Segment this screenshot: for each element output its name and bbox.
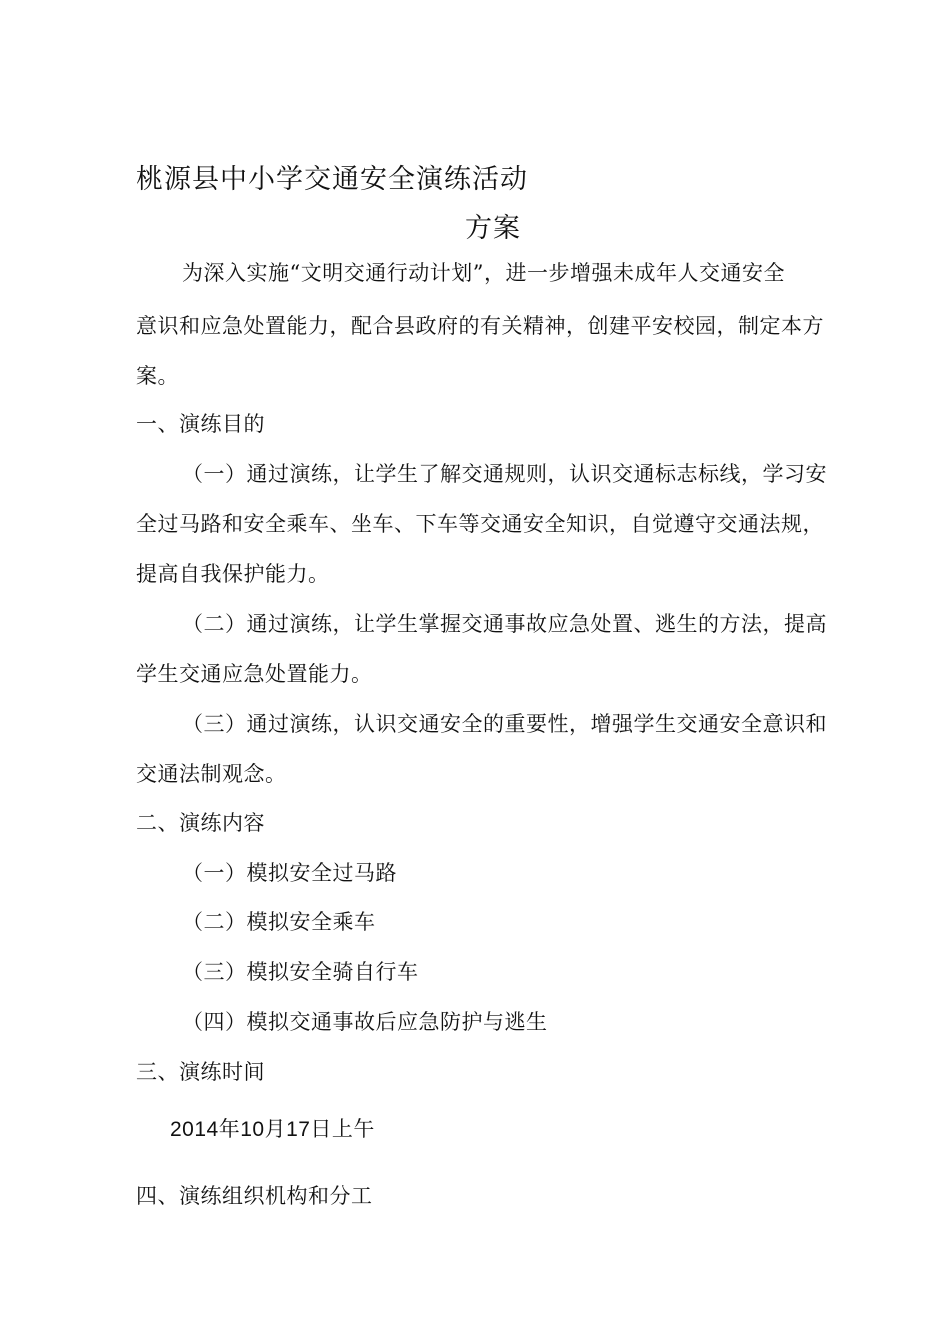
intro-paragraph-line-3: 案。 xyxy=(136,364,179,388)
intro-paragraph-line-1: 为深入实施“文明交通行动计划”，进一步增强未成年人交通安全 xyxy=(182,261,785,285)
section-1-item-3-line-2: 交通法制观念。 xyxy=(136,762,287,786)
drill-date: 2014年10月17日上午 xyxy=(170,1118,375,1141)
section-1-item-3-line-1: （三）通过演练，认识交通安全的重要性，增强学生交通安全意识和 xyxy=(182,712,827,736)
section-1-item-1-line-3: 提高自我保护能力。 xyxy=(136,562,330,586)
section-2-item-4: （四）模拟交通事故后应急防护与逃生 xyxy=(182,1010,548,1034)
section-1-item-1-line-2: 全过马路和安全乘车、坐车、下车等交通安全知识，自觉遵守交通法规， xyxy=(136,512,824,536)
section-2-heading: 二、演练内容 xyxy=(136,811,265,835)
section-1-heading: 一、演练目的 xyxy=(136,412,265,436)
section-2-item-3: （三）模拟安全骑自行车 xyxy=(182,960,419,984)
intro-paragraph-line-2: 意识和应急处置能力，配合县政府的有关精神，创建平安校园，制定本方 xyxy=(136,314,824,338)
section-3-heading: 三、演练时间 xyxy=(136,1060,265,1084)
document-title-line-2: 方案 xyxy=(465,213,521,244)
section-1-item-1-line-1: （一）通过演练，让学生了解交通规则，认识交通标志标线，学习安 xyxy=(182,462,827,486)
document-title-line-1: 桃源县中小学交通安全演练活动 xyxy=(136,164,528,195)
section-2-item-2: （二）模拟安全乘车 xyxy=(182,910,376,934)
section-1-item-2-line-1: （二）通过演练，让学生掌握交通事故应急处置、逃生的方法，提高 xyxy=(182,612,827,636)
section-1-item-2-line-2: 学生交通应急处置能力。 xyxy=(136,662,373,686)
section-2-item-1: （一）模拟安全过马路 xyxy=(182,861,397,885)
section-4-heading: 四、演练组织机构和分工 xyxy=(136,1184,373,1208)
